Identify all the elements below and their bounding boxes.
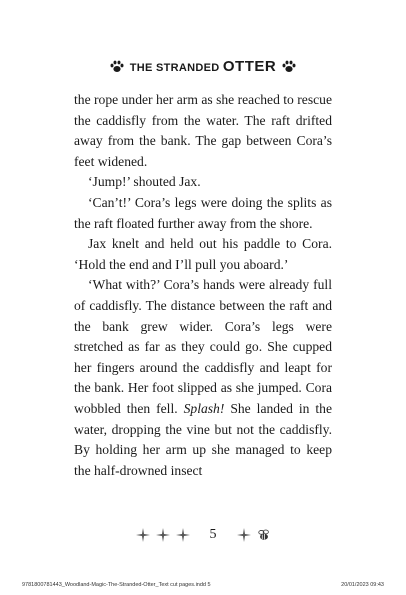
sparkle-star-icon <box>156 528 170 542</box>
sparkle-star-icon <box>176 528 190 542</box>
bee-icon <box>257 528 271 542</box>
body-text <box>74 90 332 481</box>
paragraph: the rope under her arm as she reached to rescue the caddisfly from the water. The raft drifted away from the bank. The gap between Cora’s feet widened. <box>74 92 332 169</box>
sparkle-star-icon <box>136 528 150 542</box>
sparkle-star-icon <box>237 528 251 542</box>
slug-filename: 9781800781443_Woodland-Magic-The-Stranded-Otter_Text cut pages.indd 5 <box>22 582 211 588</box>
paragraph: Jax knelt and held out his paddle to Cora. ‘Hold the end and I’ll pull you aboard.’ <box>74 236 332 272</box>
paw-print-icon <box>110 60 124 73</box>
paragraph: ‘Can’t!’ Cora’s legs were doing the splits as the raft floated further away from the shore. <box>74 194 332 231</box>
paw-print-icon <box>282 60 296 73</box>
page-footer <box>0 527 406 543</box>
italic-text: Splash! <box>183 400 225 416</box>
paragraph: ‘Jump!’ shouted Jax. <box>88 174 201 190</box>
paragraph: ‘What with?’ Cora’s hands were already full of caddisfly. The distance between the raft and the bank grew wider. Cora’s legs were stretched as far as they could go. She cupped her fingers around the caddisfly and leapt for the bank. Her foot slipped as she jumped. Cora wobbled then fell. Splash! She landed in the water, dropping the vine but not the caddisfly. By holding her arm up she managed to keep the half-drowned insect <box>74 277 332 478</box>
page-number: 5 <box>209 527 217 542</box>
running-head-title: THE STRANDED OTTER <box>129 58 277 75</box>
running-head <box>0 58 406 75</box>
printer-slug <box>22 582 384 588</box>
slug-timestamp: 20/01/2023 09:43 <box>341 582 384 588</box>
